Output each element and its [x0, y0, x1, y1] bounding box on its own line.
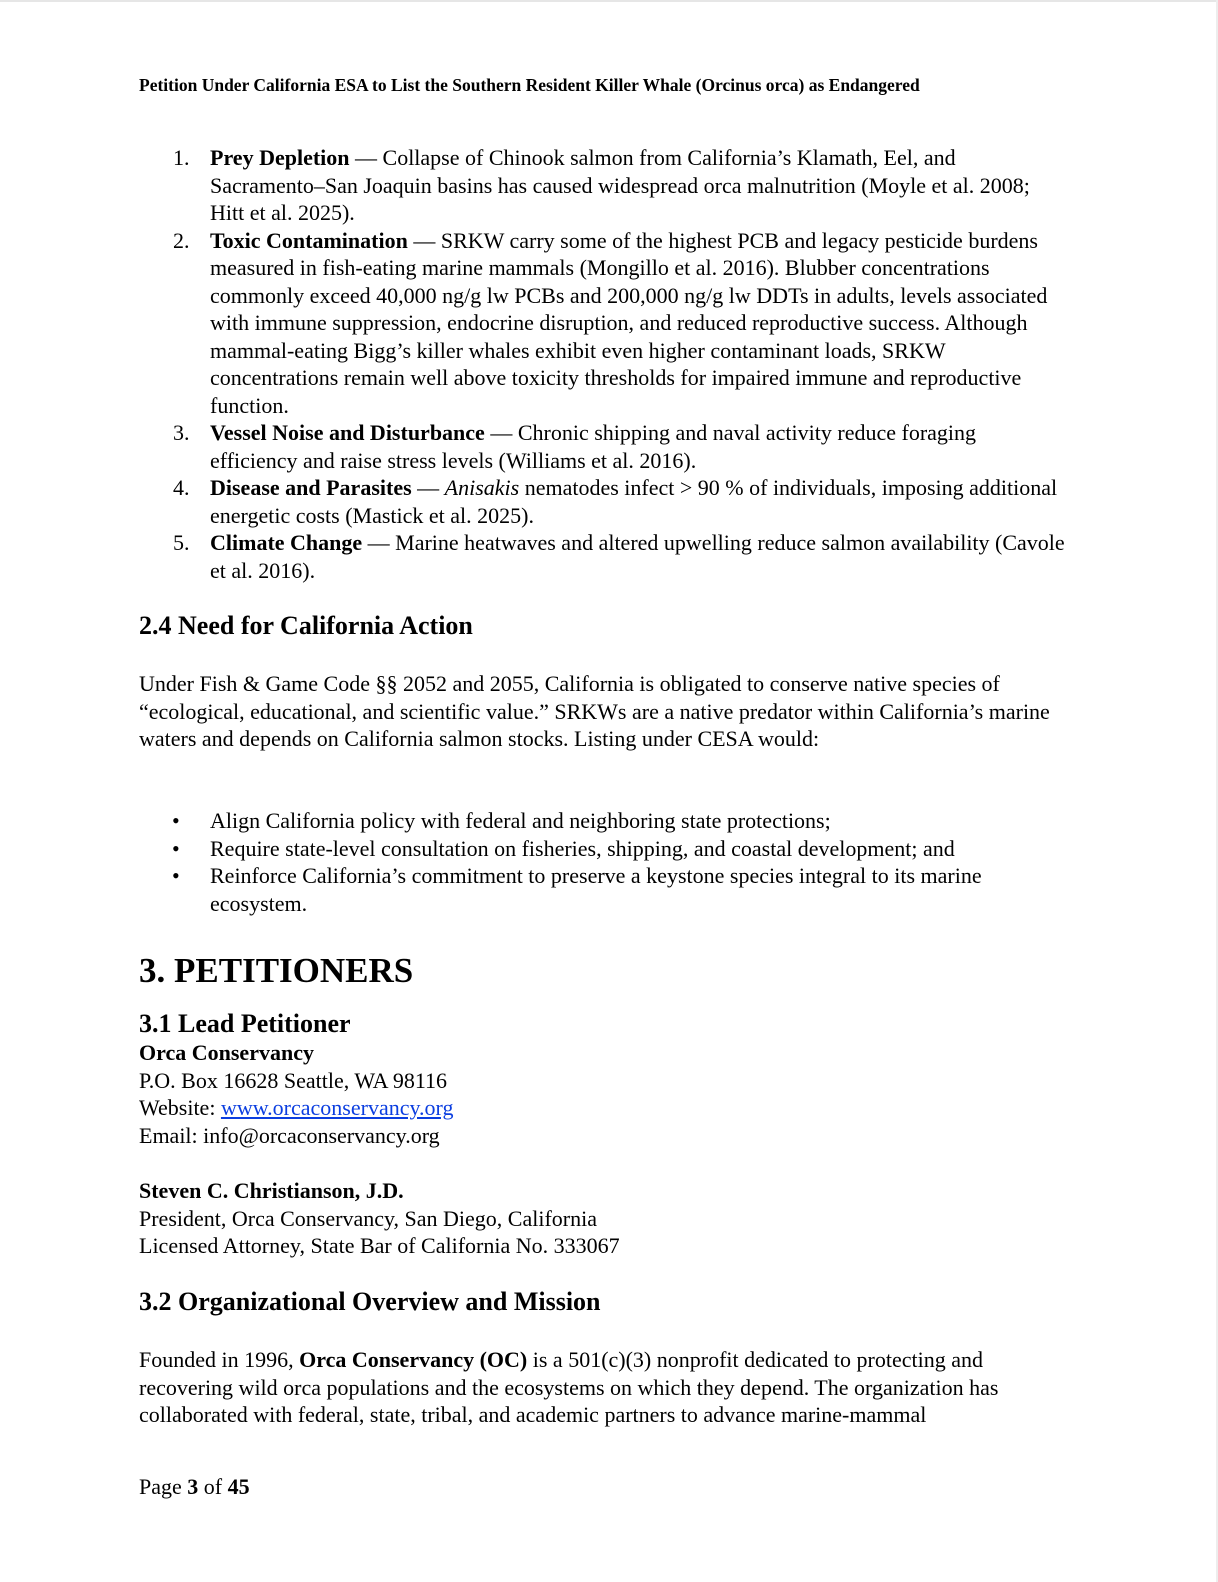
- list-item: [139, 529, 1069, 584]
- person-title: President, Orca Conservancy, San Diego, California: [139, 1205, 598, 1231]
- bullet-list: [139, 807, 1069, 917]
- threat-title: Climate Change: [210, 530, 363, 555]
- em-dash: —: [349, 145, 383, 170]
- em-dash: —: [484, 420, 518, 445]
- threat-title: Prey Depletion: [210, 145, 350, 170]
- website-label: Website:: [139, 1095, 221, 1120]
- org-email: Email: info@orcaconservancy.org: [139, 1122, 440, 1148]
- list-number: 5.: [173, 530, 190, 555]
- threat-text: SRKW carry some of the highest PCB and legacy pesticide burdens measured in fish-eating marine mammals (Mongillo et al. 2016). Blubber concentrations commonly exceed 40,000 ng/g lw PCBs and 200,000 ng/g lw DDTs in adults, levels associated with immune suppression, endocrine disruption, and reduced reproductive success. Although mammal-eating Bigg’s killer whales exhibit even higher contaminant loads, SRKW concentrations remain well above toxicity thresholds for impaired immune and reproductive function.: [210, 227, 1048, 418]
- website-link[interactable]: www.orcaconservancy.org: [220, 1095, 454, 1120]
- org-address: P.O. Box 16628 Seattle, WA 98116: [139, 1067, 448, 1093]
- threat-title: Disease and Parasites: [210, 475, 412, 500]
- person-license: Licensed Attorney, State Bar of California No. 333067: [139, 1233, 620, 1258]
- list-item: [139, 419, 1069, 474]
- list-item: [139, 227, 1069, 420]
- bullet-text: Require state-level consultation on fisheries, shipping, and coastal development; and: [210, 835, 955, 861]
- em-dash: —: [407, 227, 441, 253]
- bullet-marker: •: [172, 808, 180, 833]
- lead-petitioner-block: [139, 1039, 1069, 1149]
- threat-text: Collapse of Chinook salmon from California’s Klamath, Eel, and Sacramento–San Joaquin basins has caused widespread orca malnutrition (Moyle et al. 2008; Hitt et al. 2025).: [210, 145, 1030, 225]
- bullet-marker: •: [172, 835, 180, 861]
- bullet-text: Reinforce California’s commitment to preserve a keystone species integral to its marine ecosystem.: [210, 863, 982, 916]
- list-item: [139, 807, 1069, 835]
- running-header: Petition Under California ESA to List the Southern Resident Killer Whale (Orcinus orca) as Endangered: [139, 75, 920, 95]
- petitioner-person-block: [139, 1177, 1069, 1260]
- org-website-line: [139, 1094, 1069, 1122]
- em-dash: —: [362, 530, 396, 555]
- page-top-border: [0, 0, 1218, 2]
- threat-title: Vessel Noise and Disturbance: [210, 420, 485, 445]
- section-2-4-paragraph: Under Fish & Game Code §§ 2052 and 2055, California is obligated to conserve native species of “ecological, educational, and scientific value.” SRKWs are a native predator within California’s marine waters and depends on California salmon stocks. Listing under CESA would:: [139, 671, 1050, 751]
- overview-paragraph: Founded in 1996, Orca Conservancy (OC) is a 501(c)(3) nonprofit dedicated to protecting and recovering wild orca populations and the ecosystems on which they depend. The organization has collaborated with federal, state, tribal, and academic partners to advance marine-mammal: [139, 1347, 999, 1427]
- overview-heading: 3.2 Organizational Overview and Mission: [139, 1287, 601, 1316]
- threats-list: [139, 144, 1069, 584]
- threat-text: nematodes infect > 90 % of individuals, imposing additional energetic costs (Mastick et al. 2025).: [210, 475, 1058, 528]
- list-item: [139, 835, 1069, 863]
- threat-title: Toxic Contamination: [210, 227, 408, 253]
- em-dash: —: [411, 475, 445, 500]
- section-2-4-heading: 2.4 Need for California Action: [139, 611, 473, 640]
- org-name-bold: Orca Conservancy (OC): [299, 1347, 528, 1372]
- species-name-italic: Anisakis: [444, 475, 520, 500]
- list-item: [139, 474, 1069, 529]
- list-number: 2.: [173, 227, 190, 253]
- org-name: Orca Conservancy: [139, 1040, 314, 1065]
- page-number: Page 3 of 45: [139, 1474, 250, 1499]
- lead-petitioner-heading: 3.1 Lead Petitioner: [139, 1009, 351, 1038]
- person-name: Steven C. Christianson, J.D.: [139, 1178, 404, 1203]
- list-number: 3.: [173, 420, 190, 445]
- bullet-text: Align California policy with federal and neighboring state protections;: [210, 808, 831, 833]
- threat-text: Chronic shipping and naval activity reduce foraging efficiency and raise stress levels (Williams et al. 2016).: [210, 420, 977, 473]
- threat-text: Marine heatwaves and altered upwelling reduce salmon availability (Cavole et al. 2016).: [210, 530, 1065, 583]
- bullet-marker: •: [172, 863, 180, 888]
- list-number: 4.: [173, 475, 190, 500]
- section-3-heading: 3. PETITIONERS: [139, 951, 414, 990]
- total-pages: 45: [227, 1474, 250, 1499]
- list-item: [139, 862, 1069, 917]
- list-item: [139, 144, 1069, 227]
- list-number: 1.: [173, 145, 190, 170]
- current-page: 3: [187, 1474, 199, 1499]
